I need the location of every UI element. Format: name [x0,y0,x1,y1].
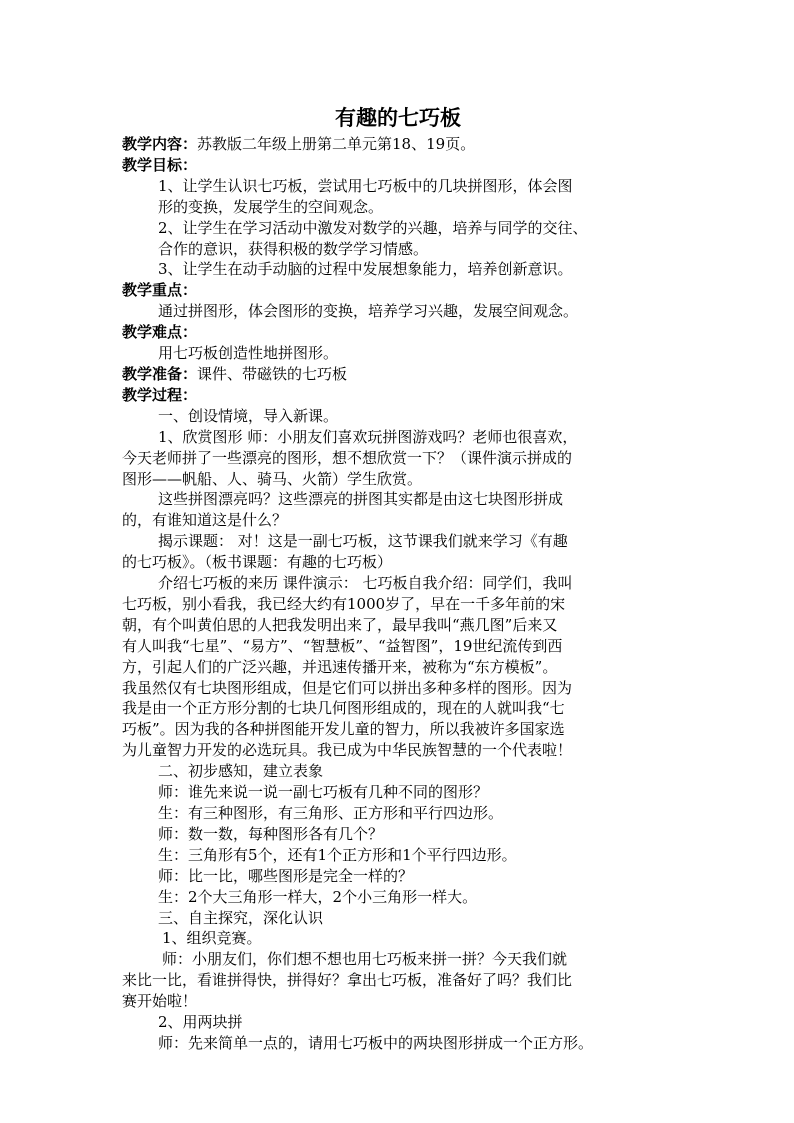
difficulty-label: 教学难点： [122,323,198,342]
paragraph-line: 巧板”。因为我的各种拼图能开发儿童的智力，所以我被许多国家选 [122,720,565,739]
key-text: 通过拼图形，体会图形的变换，培养学习兴趣，发展空间观念。 [158,302,579,321]
dialogue-line: 师：小朋友们，你们想不想也用七巧板来拼一拼？今天我们就 [162,950,568,969]
subsection-heading: 2、用两块拼 [158,1013,243,1032]
paragraph-line: 今天老师拼了一些漂亮的图形，想不想欣赏一下？（课件演示拼成的 [122,448,573,467]
prep-label: 教学准备： [122,364,198,383]
difficulty-text: 用七巧板创造性地拼图形。 [158,344,339,363]
goals-label: 教学目标： [122,155,198,174]
dialogue-line: 师：谁先来说一说一副七巧板有几种不同的图形？ [158,783,489,802]
paragraph-line: 朝，有个叫黄伯思的人把我发明出来了，最早我叫“燕几图”后来又 [122,615,558,634]
document-page [122,102,674,1054]
paragraph-line: 这些拼图漂亮吗？这些漂亮的拼图其实都是由这七块图形拼成 [158,490,564,509]
content-label: 教学内容： [122,135,198,153]
paragraph-line: 有人叫我“七星”、“易方”、“智慧板”、“益智图”，19世纪流传到西 [122,636,563,655]
paragraph-line: 介绍七巧板的来历 课件演示： 七巧板自我介绍：同学们，我叫 [158,574,573,593]
dialogue-line: 生：2个大三角形一样大，2个小三角形一样大。 [158,887,478,906]
paragraph-line: 我虽然仅有七块图形组成，但是它们可以拼出多种多样的图形。因为 [122,678,573,697]
process-label: 教学过程： [122,385,198,404]
goal-line: 2、让学生在学习活动中激发对数学的兴趣，培养与同学的交往、 [158,218,588,237]
goal-line: 合作的意识，获得积极的数学学习情感。 [158,239,429,258]
document-title: 有趣的七巧板 [335,105,461,130]
paragraph-line: 图形——帆船、人、骑马、火箭）学生欣赏。 [122,469,423,488]
prep-row [122,364,674,385]
section-heading: 一、创设情境，导入新课。 [158,406,339,425]
paragraph-line: 的七巧板》。（板书课题：有趣的七巧板） [122,553,393,572]
prep-text: 课件、带磁铁的七巧板 [197,364,348,383]
paragraph-line: 1、欣赏图形 师：小朋友们喜欢玩拼图游戏吗？老师也很喜欢， [158,427,578,446]
content-row [122,134,674,155]
subsection-heading: 1、组织竞赛。 [162,929,262,948]
content-text: 苏教版二年级上册第二单元第18、19页。 [197,135,476,153]
paragraph-line: 七巧板，别小看我，我已经大约有1000岁了，早在一千多年前的宋 [122,594,566,613]
dialogue-line: 生：有三种图形，有三角形、正方形和平行四边形。 [158,804,504,822]
paragraph-line: 为儿童智力开发的必选玩具。我已成为中华民族智慧的一个代表啦！ [122,741,573,760]
paragraph-line: 方，引起人们的广泛兴趣，并迅速传播开来，被称为“东方模板”。 [122,657,558,676]
dialogue-line: 师：先来简单一点的，请用七巧板中的两块图形拼成一个正方形。 [158,1033,594,1052]
paragraph-line: 揭示课题： 对！这是一副七巧板，这节课我们就来学习《有趣 [158,532,568,551]
goal-line: 形的变换，发展学生的空间观念。 [158,197,384,216]
goal-line: 1、让学生认识七巧板，尝试用七巧板中的几块拼图形，体会图 [158,176,573,195]
key-label: 教学重点： [122,281,198,300]
paragraph-line: 来比一比，看谁拼得快，拼得好？拿出七巧板，准备好了吗？我们比 [122,971,573,990]
paragraph-line: 赛开始啦！ [122,992,198,1011]
paragraph-line: 我是由一个正方形分割的七块几何图形组成的，现在的人就叫我“七 [122,699,565,718]
dialogue-line: 师：数一数，每种图形各有几个？ [158,824,384,843]
goal-line: 3、让学生在动手动脑的过程中发展想象能力，培养创新意识。 [158,260,573,279]
section-heading: 三、自主探究，深化认识 [158,908,324,927]
section-heading: 二、初步感知，建立表象 [158,762,324,781]
dialogue-line: 师：比一比，哪些图形是完全一样的？ [158,866,414,885]
paragraph-line: 的，有谁知道这是什么？ [122,511,288,530]
dialogue-line: 生：三角形有5个，还有1个正方形和1个平行四边形。 [158,845,517,864]
